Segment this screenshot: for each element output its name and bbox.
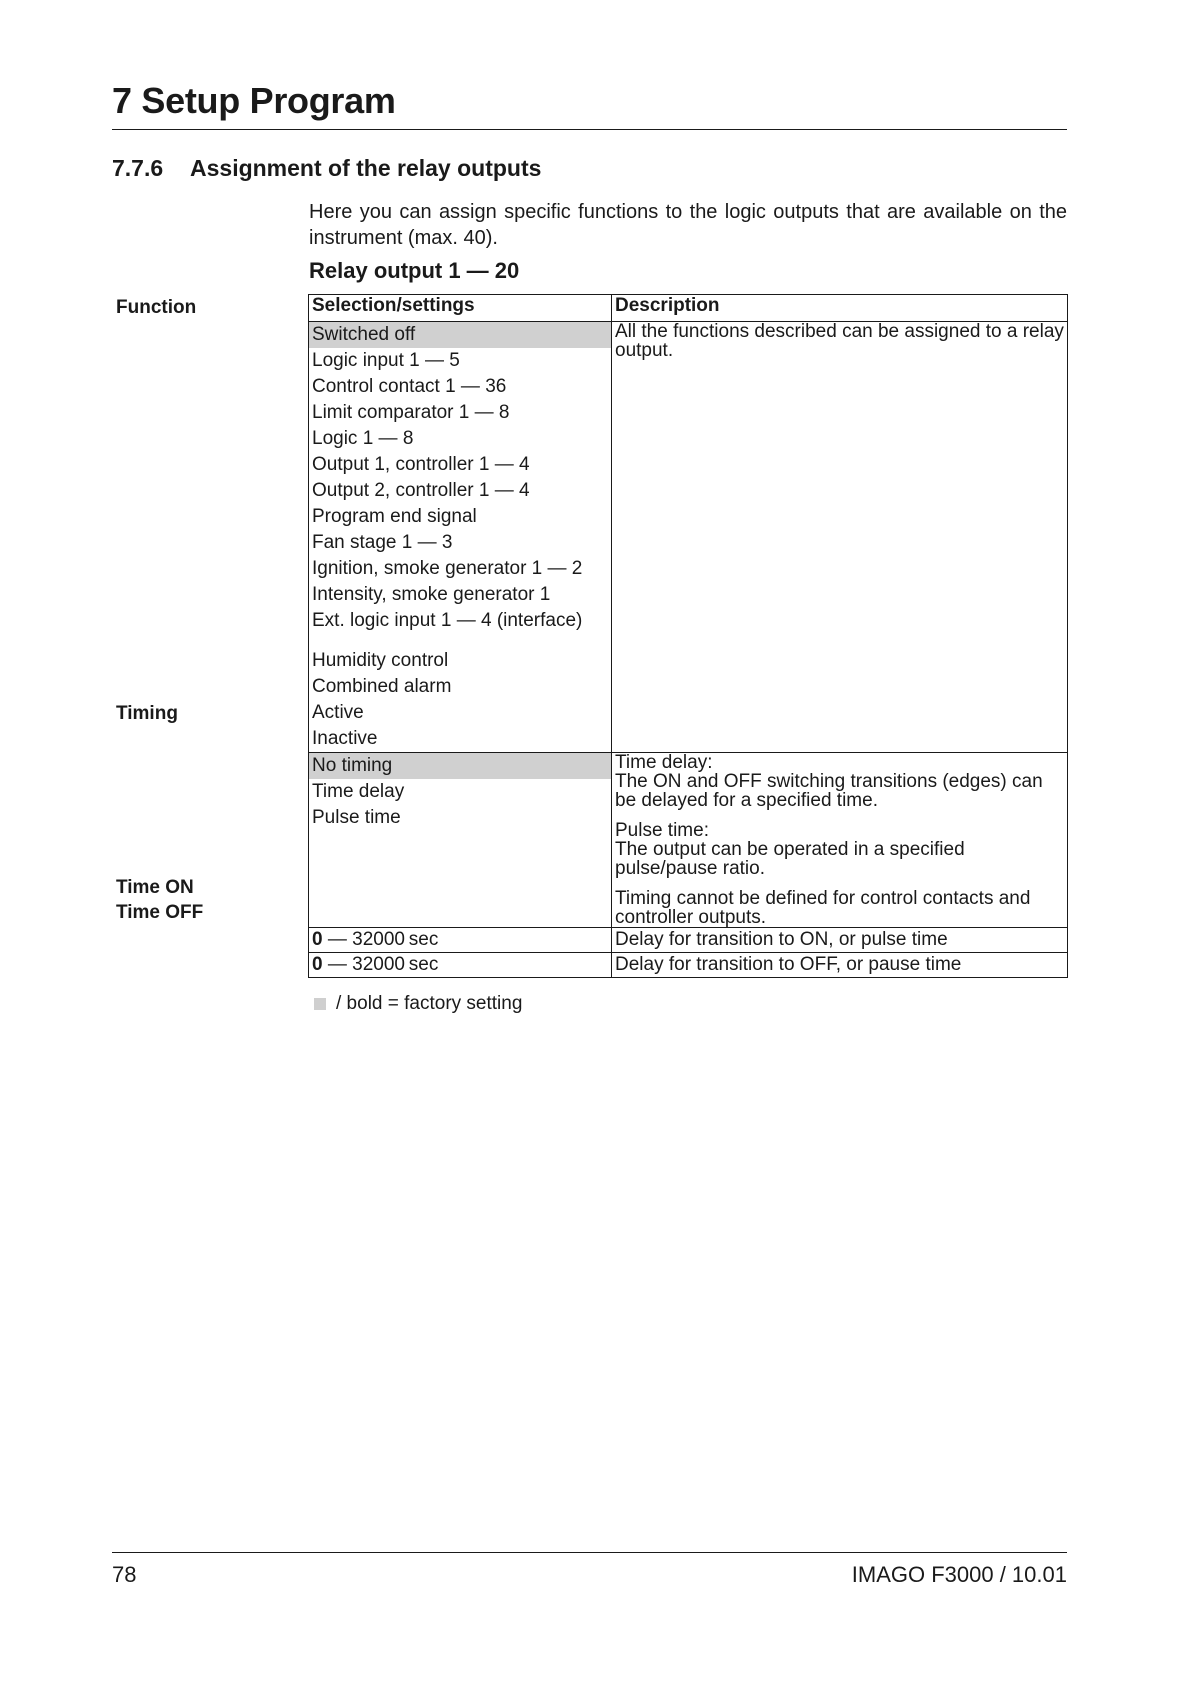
- time-on-description: Delay for transition to ON, or pulse time: [612, 928, 1068, 953]
- description-block: [615, 821, 1064, 878]
- header-rule: [112, 129, 1067, 130]
- description-heading: Time delay:: [615, 752, 713, 773]
- table-row-time-off: [309, 953, 1068, 978]
- legend-text: / bold = factory setting: [336, 993, 523, 1014]
- option-item: Humidity control: [312, 650, 449, 671]
- option-item: Pulse time: [312, 807, 401, 828]
- description-text: The output can be operated in a specified pulse/pause ratio.: [615, 839, 965, 879]
- option-item: Output 2, controller 1 — 4: [312, 480, 530, 501]
- description-heading: Pulse time:: [615, 820, 709, 841]
- option-item: Program end signal: [312, 506, 477, 527]
- intro-paragraph: Here you can assign specific functions to the logic outputs that are available on the instrument (max. 40).: [309, 201, 1067, 249]
- header-selection: Selection/settings: [309, 295, 612, 322]
- table-row-function: [309, 322, 1068, 753]
- row-label-time-on: Time ON: [116, 877, 194, 898]
- option-item: Time delay: [312, 781, 405, 802]
- option-item: Logic 1 — 8: [312, 428, 414, 449]
- option-item: Active: [312, 702, 364, 723]
- option-item: Inactive: [312, 728, 378, 749]
- settings-table: [308, 294, 1068, 978]
- table-title: Relay output 1 — 20: [309, 258, 520, 283]
- option-item: Fan stage 1 — 3: [312, 532, 453, 553]
- time-on-range: [309, 928, 612, 953]
- table-row-time-on: [309, 928, 1068, 953]
- option-item: Intensity, smoke generator 1: [312, 584, 551, 605]
- time-off-description: Delay for transition to OFF, or pause time: [612, 953, 1068, 978]
- description-text: All the functions described can be assigned to a relay output.: [615, 321, 1064, 361]
- section-title: [112, 155, 541, 182]
- option-item: Output 1, controller 1 — 4: [312, 454, 530, 475]
- section-heading: Assignment of the relay outputs: [190, 155, 542, 181]
- timing-description: [612, 753, 1068, 928]
- option-item: Ignition, smoke generator 1 — 2: [312, 558, 583, 579]
- option-item: Combined alarm: [312, 676, 452, 697]
- footer-rule: [112, 1552, 1067, 1553]
- page-number: 78: [112, 1562, 137, 1587]
- table-row-timing: [309, 753, 1068, 928]
- document-reference: IMAGO F3000 / 10.01: [851, 1562, 1067, 1587]
- legend: [314, 993, 522, 1015]
- default-value: 0: [312, 954, 323, 975]
- time-off-range: [309, 953, 612, 978]
- row-label-function: Function: [116, 297, 197, 318]
- header-description: Description: [612, 295, 1068, 322]
- option-item: Control contact 1 — 36: [312, 376, 507, 397]
- default-value: 0: [312, 929, 323, 950]
- section-number: 7.7.6: [112, 155, 164, 181]
- timing-options: [309, 753, 612, 928]
- option-item: Ext. logic input 1 — 4 (interface): [312, 610, 583, 631]
- option-default: Switched off: [309, 322, 611, 348]
- factory-setting-swatch-icon: [314, 998, 326, 1010]
- description-text: The ON and OFF switching transitions (edges) can be delayed for a specified time.: [615, 771, 1043, 811]
- option-item: Logic input 1 — 5: [312, 350, 460, 371]
- range-value: — 32000 sec: [322, 954, 439, 975]
- description-text: Timing cannot be defined for control contacts and controller outputs.: [615, 888, 1031, 928]
- function-description: [612, 322, 1068, 753]
- option-item: Limit comparator 1 — 8: [312, 402, 510, 423]
- function-options: [309, 322, 612, 753]
- description-block: [615, 753, 1064, 810]
- table-header-row: [309, 295, 1068, 322]
- row-label-time-off: Time OFF: [116, 902, 204, 923]
- row-label-timing: Timing: [116, 703, 178, 724]
- chapter-title: 7 Setup Program: [112, 80, 396, 121]
- range-value: — 32000 sec: [322, 929, 439, 950]
- option-default: No timing: [309, 753, 611, 779]
